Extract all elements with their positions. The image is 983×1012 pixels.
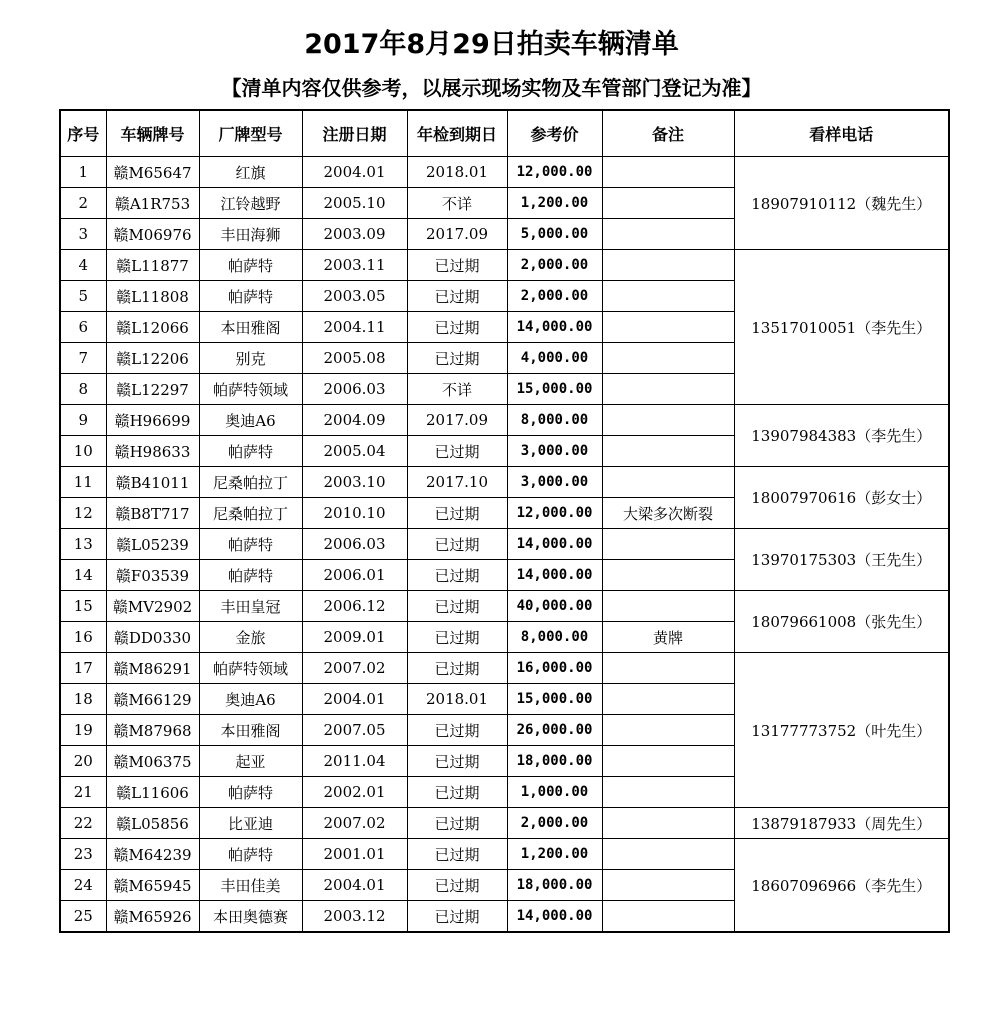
cell-inspection-date: 已过期 <box>407 777 507 808</box>
cell-price: 14,000.00 <box>507 560 602 591</box>
header-price: 参考价 <box>507 110 602 157</box>
cell-note <box>602 219 734 250</box>
cell-note <box>602 746 734 777</box>
cell-price: 26,000.00 <box>507 715 602 746</box>
cell-inspection-date: 已过期 <box>407 591 507 622</box>
cell-plate: 赣M86291 <box>106 653 199 684</box>
cell-plate: 赣MV2902 <box>106 591 199 622</box>
cell-plate: 赣H96699 <box>106 405 199 436</box>
cell-inspection-date: 2017.09 <box>407 405 507 436</box>
cell-inspection-date: 已过期 <box>407 622 507 653</box>
cell-plate: 赣L11808 <box>106 281 199 312</box>
cell-inspection-date: 已过期 <box>407 870 507 901</box>
cell-inspection-date: 2018.01 <box>407 684 507 715</box>
cell-phone: 13970175303（王先生） <box>734 529 949 591</box>
cell-phone: 18607096966（李先生） <box>734 839 949 933</box>
cell-no: 21 <box>60 777 106 808</box>
cell-price: 8,000.00 <box>507 622 602 653</box>
cell-note <box>602 808 734 839</box>
cell-no: 6 <box>60 312 106 343</box>
cell-price: 1,200.00 <box>507 188 602 219</box>
cell-inspection-date: 已过期 <box>407 436 507 467</box>
cell-inspection-date: 已过期 <box>407 343 507 374</box>
auction-vehicle-table <box>59 109 950 933</box>
cell-inspection-date: 已过期 <box>407 901 507 933</box>
cell-no: 2 <box>60 188 106 219</box>
cell-phone: 13517010051（李先生） <box>734 250 949 405</box>
cell-reg-date: 2001.01 <box>302 839 407 870</box>
cell-reg-date: 2005.10 <box>302 188 407 219</box>
cell-model: 金旅 <box>199 622 302 653</box>
cell-no: 8 <box>60 374 106 405</box>
cell-note <box>602 839 734 870</box>
page-subtitle: 【清单内容仅供参考，以展示现场实物及车管部门登记为准】 <box>221 76 762 100</box>
cell-inspection-date: 已过期 <box>407 281 507 312</box>
cell-inspection-date: 已过期 <box>407 808 507 839</box>
cell-no: 23 <box>60 839 106 870</box>
cell-plate: 赣B8T717 <box>106 498 199 529</box>
cell-no: 17 <box>60 653 106 684</box>
cell-plate: 赣L11606 <box>106 777 199 808</box>
cell-note <box>602 560 734 591</box>
cell-inspection-date: 已过期 <box>407 498 507 529</box>
cell-price: 16,000.00 <box>507 653 602 684</box>
cell-plate: 赣F03539 <box>106 560 199 591</box>
cell-no: 3 <box>60 219 106 250</box>
table-row <box>60 839 949 870</box>
cell-note <box>602 870 734 901</box>
cell-plate: 赣DD0330 <box>106 622 199 653</box>
table-row <box>60 405 949 436</box>
cell-note <box>602 715 734 746</box>
cell-model: 帕萨特 <box>199 777 302 808</box>
cell-note <box>602 281 734 312</box>
cell-model: 比亚迪 <box>199 808 302 839</box>
cell-inspection-date: 已过期 <box>407 653 507 684</box>
cell-phone: 13879187933（周先生） <box>734 808 949 839</box>
table-row <box>60 467 949 498</box>
cell-model: 尼桑帕拉丁 <box>199 498 302 529</box>
cell-model: 帕萨特 <box>199 839 302 870</box>
cell-price: 3,000.00 <box>507 467 602 498</box>
cell-phone: 13907984383（李先生） <box>734 405 949 467</box>
table-row <box>60 591 949 622</box>
cell-reg-date: 2004.01 <box>302 684 407 715</box>
cell-price: 12,000.00 <box>507 498 602 529</box>
cell-phone: 18907910112（魏先生） <box>734 157 949 250</box>
cell-reg-date: 2004.01 <box>302 157 407 188</box>
cell-price: 4,000.00 <box>507 343 602 374</box>
cell-price: 18,000.00 <box>507 746 602 777</box>
header-phone: 看样电话 <box>734 110 949 157</box>
table-body <box>60 157 949 933</box>
cell-note <box>602 467 734 498</box>
cell-reg-date: 2006.12 <box>302 591 407 622</box>
cell-note <box>602 250 734 281</box>
cell-model: 帕萨特 <box>199 436 302 467</box>
cell-reg-date: 2006.03 <box>302 374 407 405</box>
cell-price: 2,000.00 <box>507 250 602 281</box>
cell-inspection-date: 已过期 <box>407 529 507 560</box>
page-title: 2017年8月29日拍卖车辆清单 <box>304 29 679 60</box>
cell-model: 丰田佳美 <box>199 870 302 901</box>
cell-no: 13 <box>60 529 106 560</box>
header-inspection-date: 年检到期日 <box>407 110 507 157</box>
cell-no: 1 <box>60 157 106 188</box>
cell-no: 12 <box>60 498 106 529</box>
cell-inspection-date: 已过期 <box>407 715 507 746</box>
cell-note <box>602 684 734 715</box>
cell-model: 奥迪A6 <box>199 684 302 715</box>
cell-model: 江铃越野 <box>199 188 302 219</box>
header-model: 厂牌型号 <box>199 110 302 157</box>
cell-price: 2,000.00 <box>507 281 602 312</box>
cell-reg-date: 2011.04 <box>302 746 407 777</box>
cell-plate: 赣B41011 <box>106 467 199 498</box>
cell-note <box>602 591 734 622</box>
cell-model: 别克 <box>199 343 302 374</box>
cell-model: 尼桑帕拉丁 <box>199 467 302 498</box>
cell-inspection-date: 已过期 <box>407 746 507 777</box>
cell-reg-date: 2003.05 <box>302 281 407 312</box>
cell-reg-date: 2007.05 <box>302 715 407 746</box>
cell-price: 14,000.00 <box>507 901 602 933</box>
cell-note <box>602 343 734 374</box>
cell-price: 5,000.00 <box>507 219 602 250</box>
cell-inspection-date: 已过期 <box>407 250 507 281</box>
cell-model: 本田雅阁 <box>199 312 302 343</box>
cell-no: 10 <box>60 436 106 467</box>
cell-plate: 赣M65945 <box>106 870 199 901</box>
cell-reg-date: 2004.01 <box>302 870 407 901</box>
cell-note <box>602 901 734 933</box>
cell-model: 起亚 <box>199 746 302 777</box>
cell-reg-date: 2003.10 <box>302 467 407 498</box>
cell-inspection-date: 2018.01 <box>407 157 507 188</box>
cell-price: 14,000.00 <box>507 529 602 560</box>
cell-model: 奥迪A6 <box>199 405 302 436</box>
cell-price: 12,000.00 <box>507 157 602 188</box>
cell-model: 本田雅阁 <box>199 715 302 746</box>
cell-no: 4 <box>60 250 106 281</box>
header-note: 备注 <box>602 110 734 157</box>
cell-price: 1,200.00 <box>507 839 602 870</box>
cell-inspection-date: 2017.09 <box>407 219 507 250</box>
cell-no: 9 <box>60 405 106 436</box>
cell-reg-date: 2003.11 <box>302 250 407 281</box>
cell-plate: 赣M64239 <box>106 839 199 870</box>
cell-note <box>602 374 734 405</box>
cell-plate: 赣L05239 <box>106 529 199 560</box>
cell-note <box>602 653 734 684</box>
cell-reg-date: 2003.12 <box>302 901 407 933</box>
cell-reg-date: 2005.08 <box>302 343 407 374</box>
cell-note <box>602 312 734 343</box>
cell-reg-date: 2009.01 <box>302 622 407 653</box>
cell-note: 大梁多次断裂 <box>602 498 734 529</box>
cell-model: 帕萨特 <box>199 560 302 591</box>
cell-price: 8,000.00 <box>507 405 602 436</box>
cell-plate: 赣M87968 <box>106 715 199 746</box>
cell-note <box>602 436 734 467</box>
cell-no: 19 <box>60 715 106 746</box>
cell-plate: 赣L12206 <box>106 343 199 374</box>
cell-price: 3,000.00 <box>507 436 602 467</box>
cell-no: 16 <box>60 622 106 653</box>
cell-plate: 赣H98633 <box>106 436 199 467</box>
cell-inspection-date: 不详 <box>407 188 507 219</box>
cell-note <box>602 188 734 219</box>
cell-no: 7 <box>60 343 106 374</box>
cell-no: 25 <box>60 901 106 933</box>
cell-model: 帕萨特领域 <box>199 653 302 684</box>
table-row <box>60 653 949 684</box>
table-row <box>60 529 949 560</box>
header-no: 序号 <box>60 110 106 157</box>
cell-model: 帕萨特领域 <box>199 374 302 405</box>
cell-no: 14 <box>60 560 106 591</box>
cell-price: 1,000.00 <box>507 777 602 808</box>
cell-plate: 赣M66129 <box>106 684 199 715</box>
cell-plate: 赣M65647 <box>106 157 199 188</box>
cell-reg-date: 2005.04 <box>302 436 407 467</box>
cell-inspection-date: 已过期 <box>407 839 507 870</box>
cell-reg-date: 2004.11 <box>302 312 407 343</box>
header-plate: 车辆牌号 <box>106 110 199 157</box>
cell-plate: 赣A1R753 <box>106 188 199 219</box>
cell-model: 帕萨特 <box>199 529 302 560</box>
cell-plate: 赣L12297 <box>106 374 199 405</box>
cell-model: 丰田海狮 <box>199 219 302 250</box>
cell-no: 24 <box>60 870 106 901</box>
cell-price: 15,000.00 <box>507 374 602 405</box>
cell-reg-date: 2010.10 <box>302 498 407 529</box>
cell-plate: 赣L11877 <box>106 250 199 281</box>
cell-model: 本田奥德赛 <box>199 901 302 933</box>
cell-reg-date: 2006.03 <box>302 529 407 560</box>
cell-no: 22 <box>60 808 106 839</box>
cell-plate: 赣M06375 <box>106 746 199 777</box>
cell-phone: 13177773752（叶先生） <box>734 653 949 808</box>
cell-reg-date: 2004.09 <box>302 405 407 436</box>
cell-no: 5 <box>60 281 106 312</box>
cell-plate: 赣L05856 <box>106 808 199 839</box>
cell-reg-date: 2003.09 <box>302 219 407 250</box>
cell-plate: 赣L12066 <box>106 312 199 343</box>
cell-plate: 赣M06976 <box>106 219 199 250</box>
cell-price: 15,000.00 <box>507 684 602 715</box>
cell-phone: 18007970616（彭女士） <box>734 467 949 529</box>
cell-note <box>602 529 734 560</box>
cell-model: 丰田皇冠 <box>199 591 302 622</box>
header-reg-date: 注册日期 <box>302 110 407 157</box>
table-row <box>60 808 949 839</box>
cell-note <box>602 405 734 436</box>
cell-model: 帕萨特 <box>199 250 302 281</box>
cell-no: 15 <box>60 591 106 622</box>
cell-inspection-date: 已过期 <box>407 312 507 343</box>
cell-model: 红旗 <box>199 157 302 188</box>
cell-phone: 18079661008（张先生） <box>734 591 949 653</box>
cell-no: 20 <box>60 746 106 777</box>
cell-price: 14,000.00 <box>507 312 602 343</box>
table-header-row <box>60 110 949 157</box>
table-row <box>60 250 949 281</box>
cell-model: 帕萨特 <box>199 281 302 312</box>
cell-inspection-date: 已过期 <box>407 560 507 591</box>
cell-price: 2,000.00 <box>507 808 602 839</box>
cell-note: 黄牌 <box>602 622 734 653</box>
table-row <box>60 157 949 188</box>
cell-reg-date: 2007.02 <box>302 808 407 839</box>
cell-inspection-date: 不详 <box>407 374 507 405</box>
cell-note <box>602 157 734 188</box>
cell-price: 18,000.00 <box>507 870 602 901</box>
cell-inspection-date: 2017.10 <box>407 467 507 498</box>
cell-price: 40,000.00 <box>507 591 602 622</box>
cell-reg-date: 2002.01 <box>302 777 407 808</box>
cell-no: 18 <box>60 684 106 715</box>
cell-plate: 赣M65926 <box>106 901 199 933</box>
cell-reg-date: 2006.01 <box>302 560 407 591</box>
cell-note <box>602 777 734 808</box>
cell-reg-date: 2007.02 <box>302 653 407 684</box>
cell-no: 11 <box>60 467 106 498</box>
